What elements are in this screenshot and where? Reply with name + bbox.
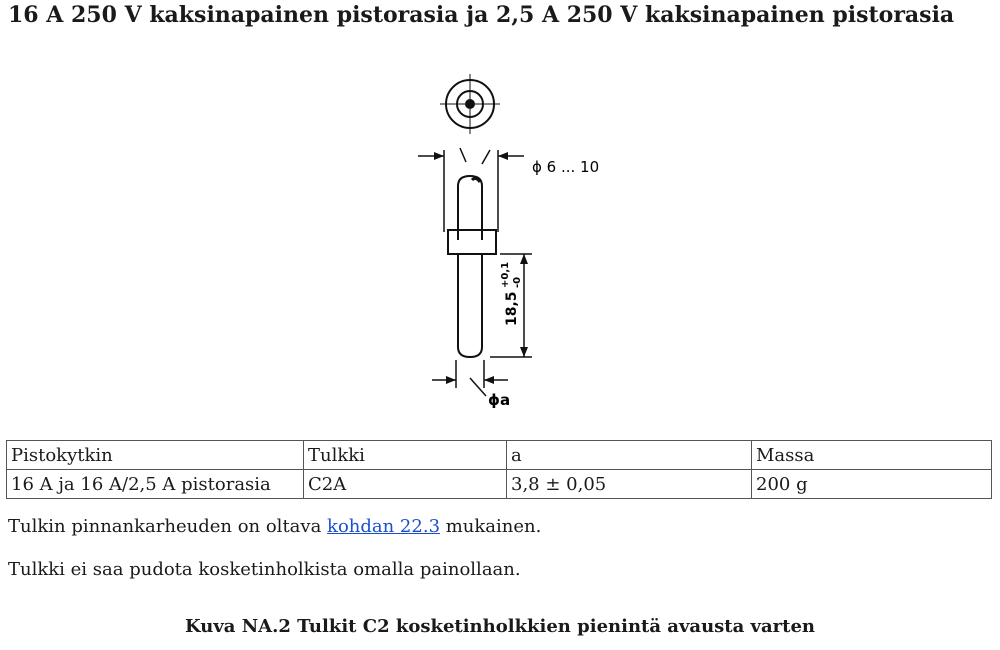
header-cell: Massa: [752, 441, 992, 470]
gauge-drawing: [400, 62, 620, 412]
table-cell: 200 g: [752, 470, 992, 499]
length-tolerance-lower: -0: [512, 276, 523, 288]
figure-caption: Kuva NA.2 Tulkit C2 kosketinholkkien pienintä avausta varten: [184, 616, 815, 637]
section-link[interactable]: kohdan 22.3: [327, 516, 441, 537]
pin-collar: [448, 230, 496, 254]
length-tolerance-upper: +0,1: [500, 261, 511, 288]
page-title: 16 A 250 V kaksinapainen pistorasia ja 2,5 A 250 V kaksinapainen pistorasia: [8, 2, 955, 28]
table-cell: 16 A ja 16 A/2,5 A pistorasia: [7, 470, 304, 499]
pin-shank: [458, 254, 482, 357]
paragraph-text: mukainen.: [440, 516, 542, 537]
gravity-paragraph: Tulkki ei saa pudota kosketinholkista omalla painollaan.: [8, 559, 521, 580]
paragraph-text: Tulkin pinnankarheuden on oltava: [8, 516, 328, 537]
header-cell: a: [507, 441, 752, 470]
length-label: 18,5: [504, 291, 520, 326]
bottom-diameter-label: ɸa: [488, 391, 511, 409]
header-cell: Tulkki: [304, 441, 507, 470]
table-row: [7, 470, 992, 499]
table-cell: 3,8 ± 0,05: [507, 470, 752, 499]
roughness-paragraph: [8, 516, 541, 537]
top-diameter-label: ɸ 6 ... 10: [532, 158, 600, 176]
table-cell: C2A: [304, 470, 507, 499]
header-cell: Pistokytkin: [7, 441, 304, 470]
table-header-row: [7, 441, 992, 470]
specs-table: [6, 440, 992, 499]
